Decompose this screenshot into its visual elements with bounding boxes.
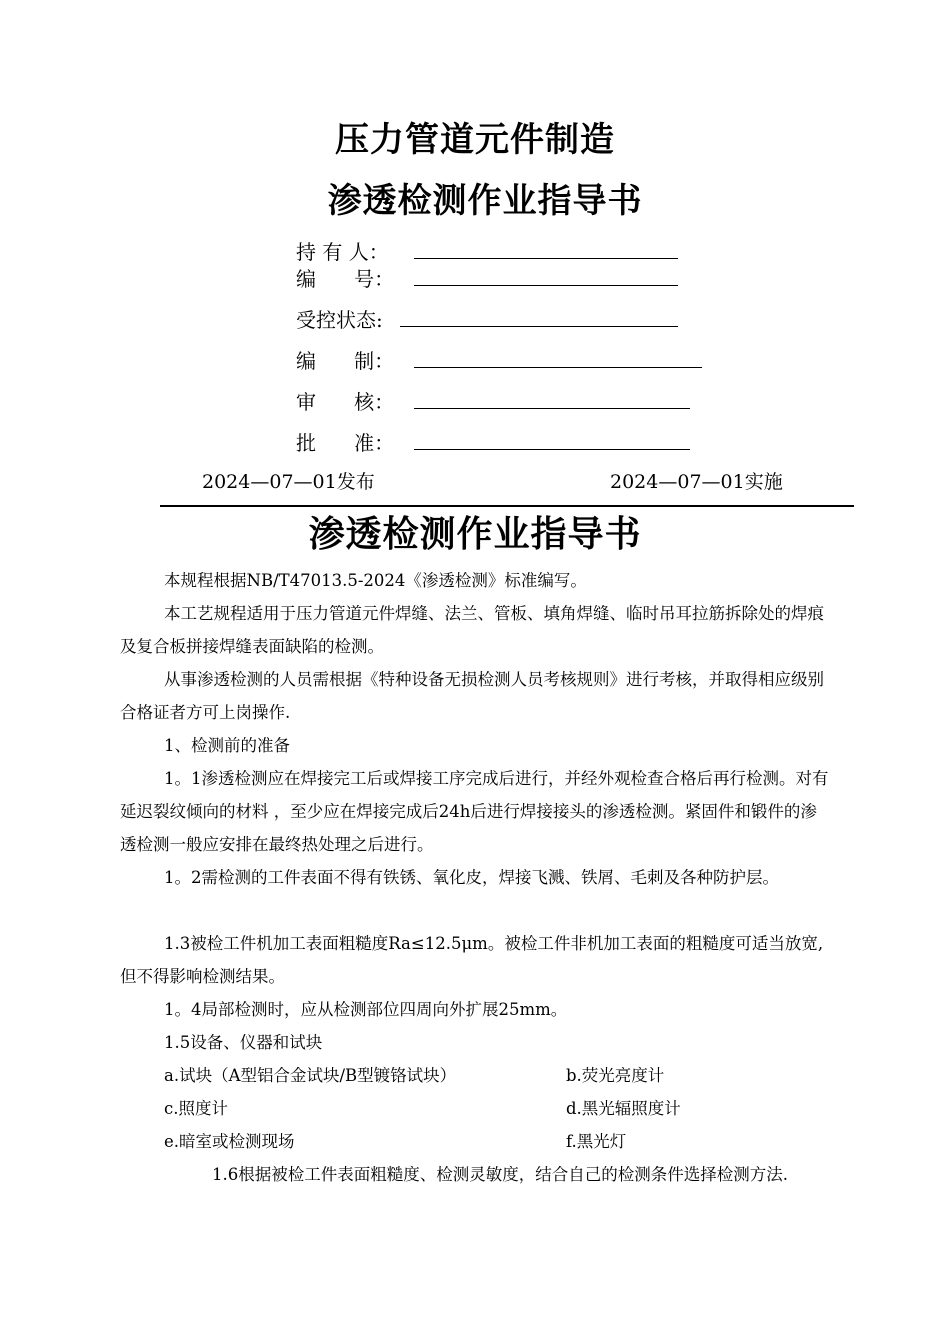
section-heading-preparation: 1、检测前的准备	[164, 736, 290, 755]
field-label-number: 编 号：	[296, 267, 395, 291]
para-1-4: 1。4局部检测时，应从检测部位四周向外扩展25mm。	[164, 1000, 568, 1019]
field-label-holder: 持 有 人：	[296, 240, 389, 264]
equipment-item: a.试块（A型铝合金试块/B型镀铬试块）	[164, 1066, 457, 1085]
field-label-prepared: 编 制：	[296, 349, 395, 373]
field-line-control-status	[400, 326, 678, 327]
effective-date: 2024—07—01实施	[610, 471, 783, 493]
equipment-item: c.照度计	[164, 1099, 228, 1118]
field-line-approved	[414, 449, 690, 450]
cover-title-line2: 渗透检测作业指导书	[327, 181, 643, 221]
para-personnel: 从事渗透检测的人员需根据《特种设备无损检测人员考核规则》进行考核，并取得相应级别合格证者方可上岗操作.	[120, 670, 824, 722]
para-1-5: 1.5设备、仪器和试块	[164, 1033, 323, 1052]
para-1-3: 1.3被检工件机加工表面粗糙度Ra≤12.5μm。被检工件非机加工表面的粗糙度可适当放宽,但不得影响检测结果。	[120, 934, 824, 986]
publish-date: 2024—07—01发布	[202, 471, 375, 493]
para-1-2: 1。2需检测的工件表面不得有铁锈、氧化皮，焊接飞溅、铁屑、毛刺及各种防护层。	[164, 868, 779, 887]
cover-title-line1: 压力管道元件制造	[335, 120, 615, 160]
field-label-control-status: 受控状态:	[296, 308, 383, 332]
para-standard-basis: 本规程根据NB/T47013.5-2024《渗透检测》标准编写。	[164, 571, 587, 590]
para-1-1: 1。1渗透检测应在焊接完工后或焊接工序完成后进行，并经外观检查合格后再行检测。对有延迟裂纹倾向的材料 ，至少应在焊接完成后24h后进行焊接接头的渗透检测。紧固件和锻件的渗透检测一般应安排在最终热处理之后进行。	[120, 769, 829, 854]
equipment-item: f.黑光灯	[566, 1132, 627, 1151]
field-label-approved: 批 准：	[296, 431, 395, 455]
equipment-item: d.黑光辐照度计	[566, 1099, 681, 1118]
equipment-item: b.荧光亮度计	[566, 1066, 665, 1085]
field-line-holder	[414, 258, 678, 259]
field-line-reviewed	[414, 408, 690, 409]
body-title: 渗透检测作业指导书	[308, 514, 642, 555]
field-line-number	[414, 285, 678, 286]
equipment-item: e.暗室或检测现场	[164, 1132, 295, 1151]
field-line-prepared	[414, 367, 702, 368]
field-label-reviewed: 审 核：	[296, 390, 395, 414]
para-1-6: 1.6根据被检工件表面粗糙度、检测灵敏度，结合自己的检测条件选择检测方法.	[212, 1165, 788, 1184]
para-scope: 本工艺规程适用于压力管道元件焊缝、法兰、管板、填角焊缝、临时吊耳拉筋拆除处的焊痕及复合板拼接焊缝表面缺陷的检测。	[120, 604, 824, 656]
